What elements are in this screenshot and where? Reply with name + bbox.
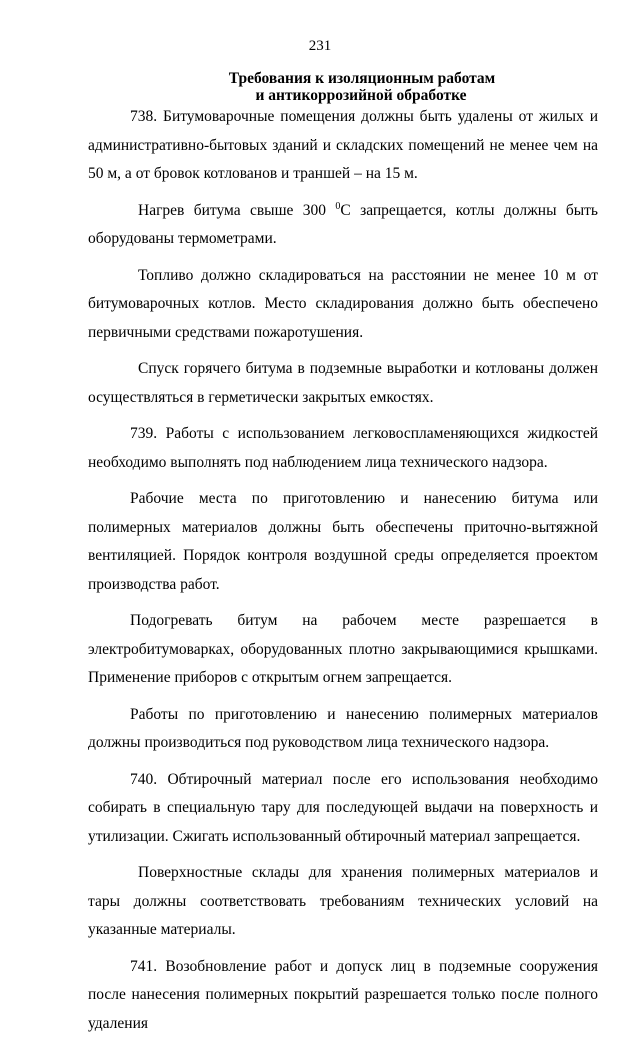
paragraph-738-heating (88, 197, 598, 254)
paragraph-738-location: 738. Битумоварочные помещения должны быть удалены от жилых и административно-бытовых зданий и складских помещений не менее чем на 50 м, а от бровок котлованов и траншей – на 15 м. (88, 108, 598, 182)
paragraph-738-heating-text-1: Нагрев битума свыше 300 (138, 201, 336, 219)
page-number: 231 (308, 38, 332, 54)
word: рабочем (342, 612, 397, 629)
word: разрешается (483, 612, 566, 629)
paragraph-738-heating-text-2: С запрещается, котлы должны быть оборудованы термометрами. (88, 201, 598, 247)
paragraph-739-heating-first-line (88, 607, 598, 636)
section-heading-line-1: Требования к изоляционным работам (228, 70, 496, 87)
paragraph-739-ventilation: Рабочие места по приготовлению и нанесению битума или полимерных материалов должны быть обеспечены приточно-вытяжной вентиляцией. Порядок контроля воздушной среды определяется проектом производства работ. (88, 490, 598, 593)
paragraph-738-fuel: Топливо должно складироваться на расстоянии не менее 10 м от битумоварочных котлов. Место складирования должно быть обеспечено первичными средствами пожаротушения. (88, 266, 598, 341)
paragraph-740-storage: Поверхностные склады для хранения полимерных материалов и тары должны соответствовать требованиям технических условий на указанные материалы. (88, 864, 598, 938)
paragraph-739-heating (88, 607, 598, 693)
paragraph-739-flammable: 739. Работы с использованием легковоспламеняющихся жидкостей необходимо выполнять под наблюдением лица технического надзора. (88, 425, 598, 471)
paragraph-738-descent: Спуск горячего битума в подземные выработки и котлованы должен осуществляться в герметически закрытых емкостях. (88, 360, 598, 406)
paragraph-740-wiping: 740. Обтирочный материал после его использования необходимо собирать в специальную тару для последующей выдачи на поверхность и утилизации. Сжигать использованный обтирочный материал запрещается. (88, 770, 598, 845)
word: битум (237, 612, 278, 629)
word: в (590, 612, 598, 629)
section-heading (0, 70, 640, 104)
word: на (302, 612, 318, 629)
paragraph-741-resumption: 741. Возобновление работ и допуск лиц в подземные сооружения после нанесения полимерных покрытий разрешается только после полного удаления (88, 957, 598, 1032)
word: Подогревать (130, 612, 213, 629)
word: месте (421, 612, 460, 629)
degree-superscript: 0 (335, 200, 341, 212)
paragraph-739-supervision: Работы по приготовлению и нанесению полимерных материалов должны производиться под руководством лица технического надзора. (88, 705, 598, 751)
section-heading-line-2: и антикоррозийной обработке (255, 87, 467, 104)
paragraph-739-heating-rest: электробитумоварках, оборудованных плотно закрывающимися крышками. Применение приборов с открытым огнем запрещается. (88, 640, 598, 686)
